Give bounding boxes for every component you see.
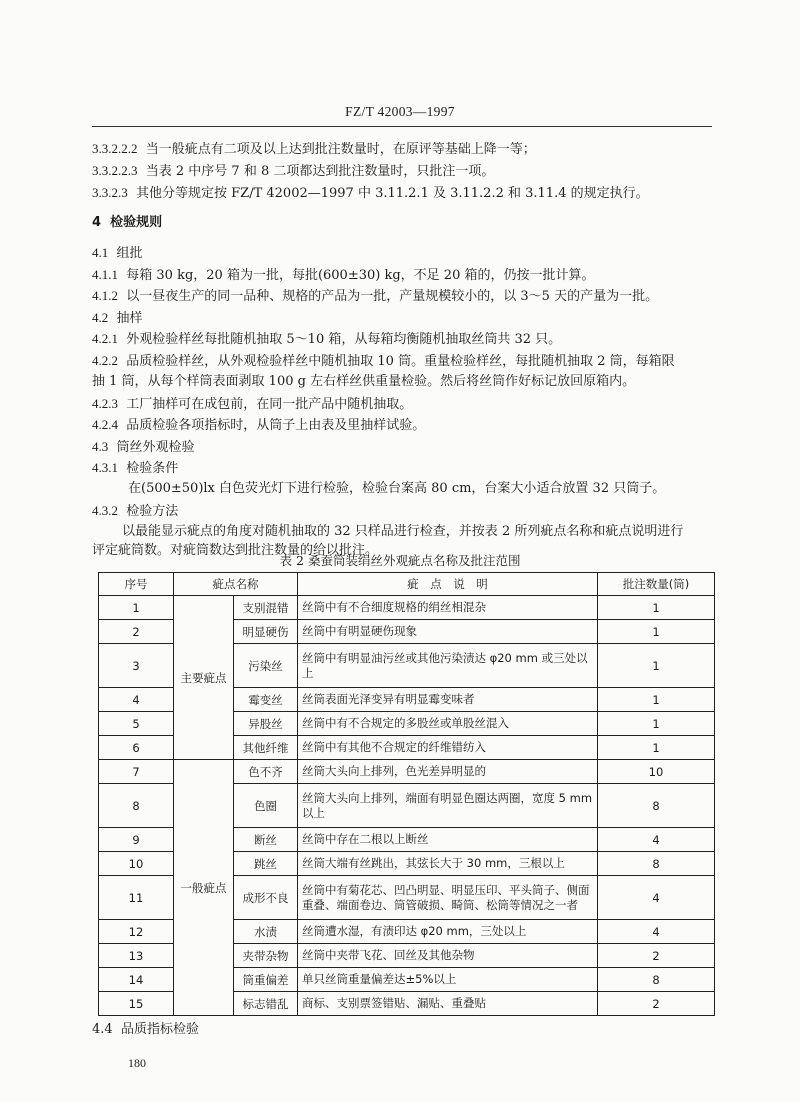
defect-name: 其他纤维	[234, 736, 298, 760]
defect-desc: 丝筒中有不合规定的多股丝或单股丝混入	[298, 712, 598, 736]
table-header-row	[99, 573, 715, 596]
defect-desc: 丝筒大端有丝跳出，其弦长大于 30 mm，三根以上	[298, 852, 598, 876]
defect-desc: 单只丝筒重量偏差达±5%以上	[298, 968, 598, 992]
table-row	[99, 596, 715, 620]
header-defect-name: 疵点名称	[174, 573, 298, 596]
header-no: 序号	[99, 573, 174, 596]
defect-desc: 丝筒中有明显油污丝或其他污染渍达 φ20 mm 或三处以上	[298, 644, 598, 688]
row-no: 10	[99, 852, 174, 876]
defect-count: 4	[598, 828, 715, 852]
defect-count: 1	[598, 736, 715, 760]
row-no: 6	[99, 736, 174, 760]
row-no: 2	[99, 620, 174, 644]
header-rule	[92, 126, 712, 127]
defect-name: 异股丝	[234, 712, 298, 736]
defect-desc: 丝筒中有菊花芯、凹凸明显、明显压印、平头筒子、侧面重叠、端面卷边、筒管破损、畸筒、松筒等情况之一者	[298, 876, 598, 920]
row-no: 8	[99, 784, 174, 828]
defect-count: 4	[598, 876, 715, 920]
defect-count: 2	[598, 992, 715, 1016]
clause-4-2-2-cont: 抽 1 筒，从每个样筒表面剥取 100 g 左右样丝供重量检验。然后将丝筒作好标记放回原箱内。	[92, 374, 636, 389]
header-count: 批注数量(筒)	[598, 573, 715, 596]
group-major: 主要疵点	[174, 596, 234, 760]
clause-4-3: 4.3 筒丝外观检验	[92, 439, 195, 455]
table-row	[99, 760, 715, 784]
header-description: 疵 点 说 明	[298, 573, 598, 596]
defect-count: 1	[598, 688, 715, 712]
clause-4-3-2-text: 以最能显示疵点的角度对随机抽取的 32 只样品进行检查，并按表 2 所列疵点名称和疵点说明进行	[122, 524, 684, 539]
defect-desc: 丝筒中夹带飞花、回丝及其他杂物	[298, 944, 598, 968]
defect-desc: 丝筒遭水湿，有渍印达 φ20 mm，三处以上	[298, 920, 598, 944]
clause-4-2: 4.2 抽样	[92, 310, 143, 326]
row-no: 14	[99, 968, 174, 992]
defect-name: 支别混错	[234, 596, 298, 620]
defect-count: 4	[598, 920, 715, 944]
clause-3-3-2-3: 3.3.2.3 其他分等规定按 FZ/T 42002—1997 中 3.11.2.1 及 3.11.2.2 和 3.11.4 的规定执行。	[92, 185, 649, 201]
clause-4-2-3: 4.2.3 工厂抽样可在成包前，在同一批产品中随机抽取。	[92, 396, 413, 412]
defect-count: 8	[598, 968, 715, 992]
defect-table	[98, 572, 715, 1016]
row-no: 5	[99, 712, 174, 736]
defect-name: 水渍	[234, 920, 298, 944]
row-no: 15	[99, 992, 174, 1016]
defect-name: 霉变丝	[234, 688, 298, 712]
defect-desc: 丝筒大头向上排列，色光差异明显的	[298, 760, 598, 784]
page-number: 180	[128, 1056, 146, 1070]
defect-desc: 丝筒大头向上排列，端面有明显色圈达两圈，宽度 5 mm 以上	[298, 784, 598, 828]
defect-name: 夹带杂物	[234, 944, 298, 968]
section-4-heading: 4 检验规则	[92, 215, 163, 230]
defect-name: 污染丝	[234, 644, 298, 688]
clause-4-2-4: 4.2.4 品质检验各项指标时，从筒子上由表及里抽样试验。	[92, 417, 426, 433]
row-no: 7	[99, 760, 174, 784]
defect-name: 断丝	[234, 828, 298, 852]
defect-desc: 丝筒中有明显硬伤现象	[298, 620, 598, 644]
row-no: 12	[99, 920, 174, 944]
clause-4-2-1: 4.2.1 外观检验样丝每批随机抽取 5～10 箱，从每箱均衡随机抽取丝筒共 32 只。	[92, 331, 562, 347]
row-no: 4	[99, 688, 174, 712]
defect-count: 8	[598, 852, 715, 876]
defect-count: 1	[598, 620, 715, 644]
defect-count: 1	[598, 596, 715, 620]
row-no: 1	[99, 596, 174, 620]
standard-header: FZ/T 42003—1997	[345, 104, 455, 119]
clause-4-3-2-text-cont: 评定疵筒数。对疵筒数达到批注数量的给以批注。	[92, 543, 379, 558]
defect-name: 跳丝	[234, 852, 298, 876]
defect-count: 10	[598, 760, 715, 784]
defect-count: 1	[598, 712, 715, 736]
clause-3-3-2-2-3: 3.3.2.2.3 当表 2 中序号 7 和 8 二项都达到批注数量时，只批注一项。	[92, 163, 495, 179]
defect-count: 1	[598, 644, 715, 688]
defect-name: 筒重偏差	[234, 968, 298, 992]
clause-4-2-2: 4.2.2 品质检验样丝，从外观检验样丝中随机抽取 10 筒。重量检验样丝，每批随机抽取 2 筒，每箱限	[92, 353, 675, 369]
defect-desc: 商标、支别票签错贴、漏贴、重叠贴	[298, 992, 598, 1016]
clause-4-3-1: 4.3.1 检验条件	[92, 460, 179, 476]
row-no: 9	[99, 828, 174, 852]
defect-name: 色圈	[234, 784, 298, 828]
clause-4-4: 4.4 品质指标检验	[92, 1022, 199, 1037]
clause-4-1-1: 4.1.1 每箱 30 kg，20 箱为一批，每批(600±30) kg，不足 20 箱的，仍按一批计算。	[92, 267, 595, 283]
defect-desc: 丝筒中存在二根以上断丝	[298, 828, 598, 852]
defect-name: 标志错乱	[234, 992, 298, 1016]
defect-desc: 丝筒中有不合细度规格的绢丝相混杂	[298, 596, 598, 620]
clause-3-3-2-2-2: 3.3.2.2.2 当一般疵点有二项及以上达到批注数量时，在原评等基础上降一等；	[92, 141, 536, 157]
group-general: 一般疵点	[174, 760, 234, 1016]
clause-4-1: 4.1 组批	[92, 245, 143, 261]
defect-desc: 丝筒中有其他不合规定的纤维错纺入	[298, 736, 598, 760]
defect-name: 明显硬伤	[234, 620, 298, 644]
row-no: 11	[99, 876, 174, 920]
defect-desc: 丝筒表面光泽变异有明显霉变味者	[298, 688, 598, 712]
defect-name: 色不齐	[234, 760, 298, 784]
defect-name: 成形不良	[234, 876, 298, 920]
table-caption: 表 2 桑蚕筒装绢丝外观疵点名称及批注范围	[279, 553, 521, 568]
row-no: 13	[99, 944, 174, 968]
clause-4-3-1-text: 在(500±50)lx 白色荧光灯下进行检验，检验台案高 80 cm，台案大小适合放置 32 只筒子。	[128, 481, 666, 496]
clause-4-3-2: 4.3.2 检验方法	[92, 503, 179, 519]
clause-4-1-2: 4.1.2 以一昼夜生产的同一品种、规格的产品为一批，产量规模较小的，以 3～5 天的产量为一批。	[92, 288, 659, 304]
defect-count: 2	[598, 944, 715, 968]
defect-count: 8	[598, 784, 715, 828]
row-no: 3	[99, 644, 174, 688]
